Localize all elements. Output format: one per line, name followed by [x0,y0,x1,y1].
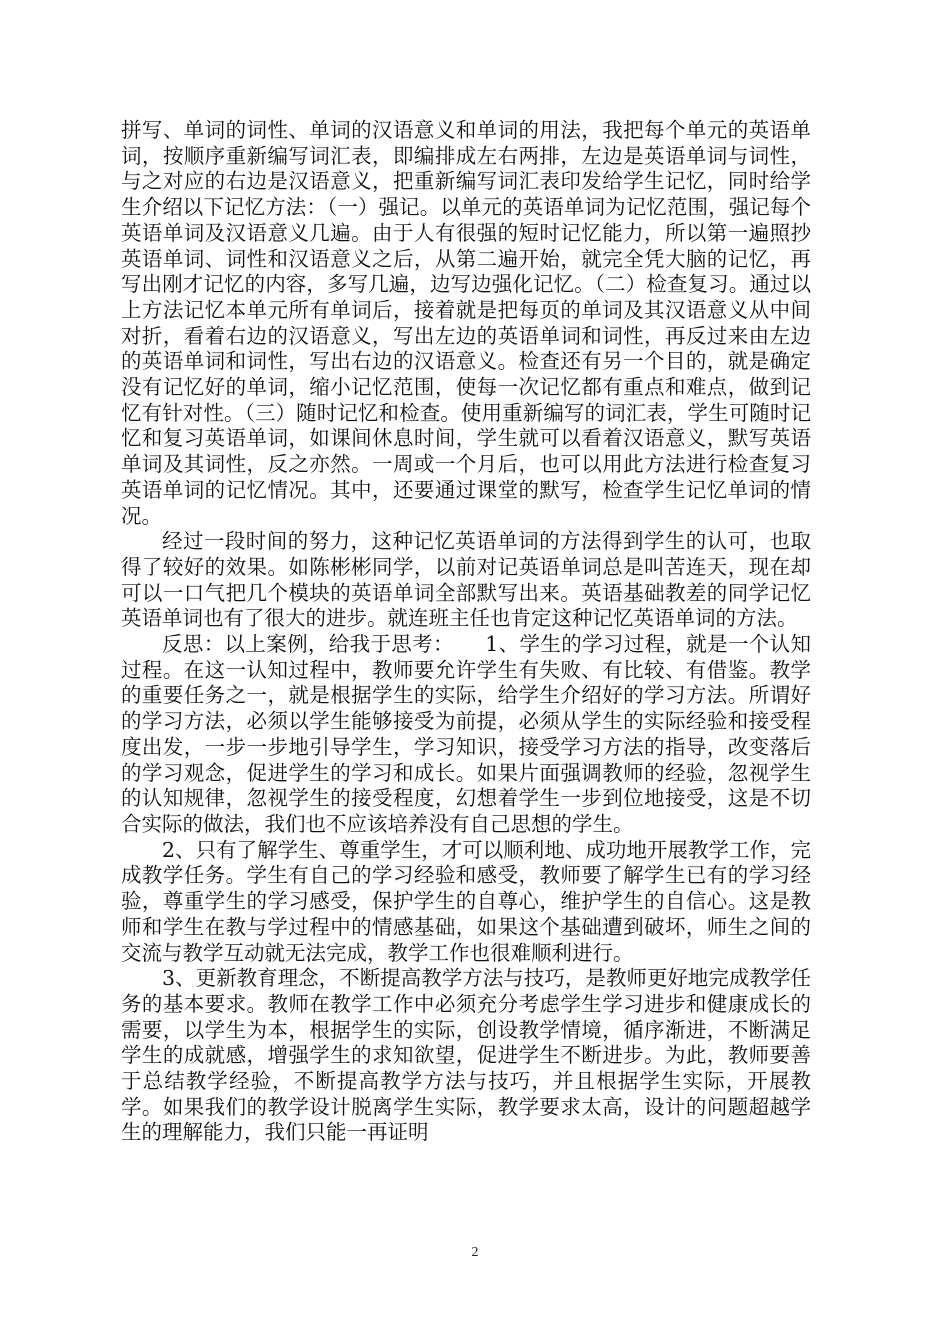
paragraph-1: 拼写、单词的词性、单词的汉语意义和单词的用法，我把每个单元的英语单词，按顺序重新编写词汇表，即编排成左右两排，左边是英语单词与词性，与之对应的右边是汉语意义，把重新编写词汇表印发给学生记忆，同时给学生介绍以下记忆方法：（一）强记。以单元的英语单词为记忆范围，强记每个英语单词及汉语意义几遍。由于人有很强的短时记忆能力，所以第一遍照抄英语单词、词性和汉语意义之后，从第二遍开始，就完全凭大脑的记忆，再写出刚才记忆的内容，多写几遍，边写边强化记忆。（二）检查复习。通过以上方法记忆本单元所有单词后，接着就是把每页的单词及其汉语意义从中间对折，看着右边的汉语意义，写出左边的英语单词和词性，再反过来由左边的英语单词和词性，写出右边的汉语意义。检查还有另一个目的，就是确定没有记忆好的单词，缩小记忆范围，使每一次记忆都有重点和难点，做到记忆有针对性。（三）随时记忆和检查。使用重新编写的词汇表，学生可随时记忆和复习英语单词，如课间休息时间，学生就可以看着汉语意义，默写英语单词及其词性，反之亦然。一周或一个月后，也可以用此方法进行检查复习英语单词的记忆情况。其中，还要通过课堂的默写，检查学生记忆单词的情况。 [121,118,811,528]
paragraph-3: 反思：以上案例，给我于思考： 1、学生的学习过程，就是一个认知过程。在这一认知过程中，教师要允许学生有失败、有比较、有借鉴。教学的重要任务之一，就是根据学生的实际，给学生介绍好的学习方法。所谓好的学习方法，必须以学生能够接受为前提，必须从学生的实际经验和接受程度出发，一步一步地引导学生，学习知识，接受学习方法的指导，改变落后的学习观念，促进学生的学习和成长。如果片面强调教师的经验，忽视学生的认知规律，忽视学生的接受程度，幻想着学生一步到位地接受，这是不切合实际的做法，我们也不应该培养没有自己思想的学生。 [121,632,811,836]
paragraph-4: 2、只有了解学生、尊重学生，才可以顺利地、成功地开展教学工作，完成教学任务。学生有自己的学习经验和感受，教师要了解学生已有的学习经验，尊重学生的学习感受，保护学生的自尊心，维护学生的自信心。这是教师和学生在教与学过程中的情感基础，如果这个基础遭到破坏，师生之间的交流与教学互动就无法完成，教学工作也很难顺利进行。 [121,837,811,965]
page-number: 2 [471,1245,479,1260]
paragraph-5: 3、更新教育理念，不断提高教学方法与技巧，是教师更好地完成教学任务的基本要求。教师在教学工作中必须充分考虑学生学习进步和健康成长的需要，以学生为本，根据学生的实际，创设教学情境，循序渐进，不断满足学生的成就感，增强学生的求知欲望，促进学生不断进步。为此，教师要善于总结教学经验，不断提高教学方法与技巧，并且根据学生实际，开展教学。如果我们的教学设计脱离学生实际，教学要求太高，设计的问题超越学生的理解能力，我们只能一再证明 [121,966,811,1145]
document-body [121,118,811,1146]
paragraph-2: 经过一段时间的努力，这种记忆英语单词的方法得到学生的认可，也取得了较好的效果。如陈彬彬同学，以前对记英语单词总是叫苦连天，现在却可以一口气把几个模块的英语单词全部默写出来。英语基础教差的同学记忆英语单词也有了很大的进步。就连班主任也肯定这种记忆英语单词的方法。 [121,529,811,631]
